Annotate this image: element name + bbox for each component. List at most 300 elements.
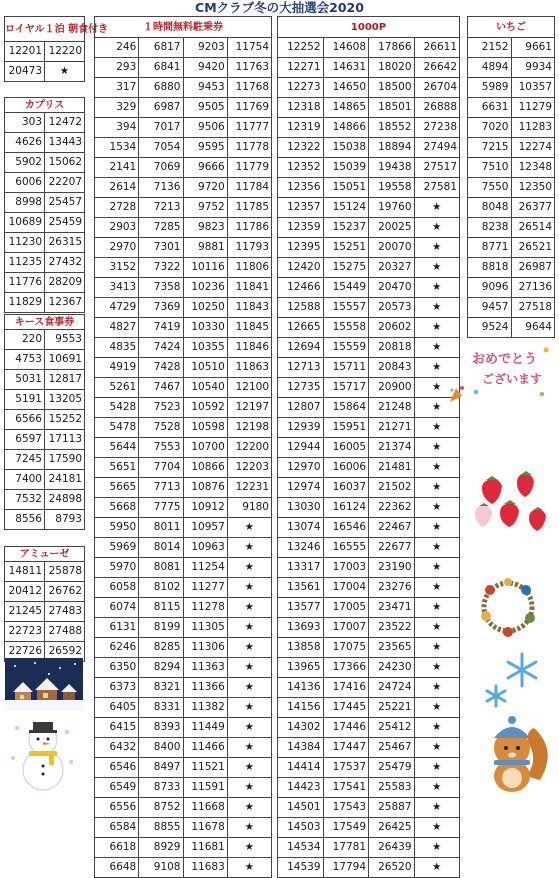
table-row — [5, 622, 85, 642]
star-cell: ★ — [414, 438, 460, 458]
table-row — [5, 113, 85, 133]
ticket-number-cell: 11306 — [183, 638, 227, 658]
ticket-number-cell: 6246 — [95, 638, 139, 658]
star-cell: ★ — [414, 778, 460, 798]
ticket-number-cell: 5970 — [95, 558, 139, 578]
table-row — [95, 818, 272, 838]
table-row — [5, 273, 85, 293]
ticket-number-cell: 7428 — [139, 358, 183, 378]
ticket-number-cell: 17416 — [323, 678, 369, 698]
table-row — [5, 562, 85, 582]
ticket-number-cell: 8929 — [139, 838, 183, 858]
ticket-number-cell: 18894 — [369, 138, 415, 158]
ticket-number-cell: 9505 — [183, 98, 227, 118]
ticket-number-cell: 13693 — [278, 618, 324, 638]
ticket-number-cell: 11230 — [5, 233, 45, 253]
star-cell: ★ — [414, 418, 460, 438]
ticket-number-cell: 10357 — [511, 78, 555, 98]
table-row — [278, 818, 460, 838]
ticket-number-cell: 14539 — [278, 858, 324, 878]
ticket-number-cell: 14423 — [278, 778, 324, 798]
table-row — [95, 778, 272, 798]
ticket-number-cell: 26592 — [45, 642, 85, 662]
ticket-number-cell: 7523 — [139, 398, 183, 418]
table-row — [278, 138, 460, 158]
ticket-number-cell: 8855 — [139, 818, 183, 838]
ticket-number-cell: 11778 — [227, 138, 271, 158]
ticket-number-cell: 394 — [95, 118, 139, 138]
ticket-number-cell: 8752 — [139, 798, 183, 818]
ticket-number-cell: 14156 — [278, 698, 324, 718]
ticket-number-cell: 15864 — [323, 398, 369, 418]
table-row — [278, 198, 460, 218]
table-row — [5, 62, 85, 82]
ticket-number-cell: 12200 — [227, 438, 271, 458]
ticket-number-cell: 15062 — [45, 153, 85, 173]
ticket-number-cell: 13443 — [45, 133, 85, 153]
ticket-number-cell: 22677 — [369, 538, 415, 558]
table-row — [278, 498, 460, 518]
ticket-number-cell: 12970 — [278, 458, 324, 478]
ticket-number-cell: 6549 — [95, 778, 139, 798]
ticket-number-cell: 25887 — [369, 798, 415, 818]
ticket-number-cell: 25583 — [369, 778, 415, 798]
ticket-number-cell: 11779 — [227, 158, 271, 178]
table-row — [5, 390, 85, 410]
ticket-number-cell: 22362 — [369, 498, 415, 518]
congrats-line-2: ございます — [482, 372, 543, 386]
ticket-number-cell: 12357 — [278, 198, 324, 218]
ticket-number-cell: 25459 — [45, 213, 85, 233]
ticket-number-cell: 8014 — [139, 538, 183, 558]
star-cell: ★ — [227, 538, 271, 558]
ticket-number-cell: 12939 — [278, 418, 324, 438]
table-row — [95, 698, 272, 718]
ticket-number-cell: 7510 — [468, 158, 512, 178]
table-row — [5, 350, 85, 370]
star-cell: ★ — [414, 398, 460, 418]
ticket-number-cell: 7213 — [139, 198, 183, 218]
ticket-number-cell: 21245 — [5, 602, 45, 622]
ticket-number-cell: 8321 — [139, 678, 183, 698]
ticket-number-cell: 8115 — [139, 598, 183, 618]
ticket-number-cell: 26514 — [511, 218, 555, 238]
ticket-number-cell: 6880 — [139, 78, 183, 98]
table-row — [278, 258, 460, 278]
table-row — [95, 178, 272, 198]
star-cell: ★ — [227, 578, 271, 598]
ticket-number-cell: 11305 — [183, 618, 227, 638]
ticket-number-cell: 5191 — [5, 390, 45, 410]
table-row — [278, 658, 460, 678]
table-row — [5, 153, 85, 173]
ticket-number-cell: 7017 — [139, 118, 183, 138]
table-row — [278, 278, 460, 298]
star-cell: ★ — [414, 858, 460, 878]
star-cell: ★ — [414, 698, 460, 718]
table-row — [95, 78, 272, 98]
ticket-number-cell: 5668 — [95, 498, 139, 518]
squirrel-illustration — [482, 710, 554, 796]
ticket-number-cell: 25221 — [369, 698, 415, 718]
ticket-number-cell: 26888 — [414, 98, 460, 118]
ticket-number-cell: 9108 — [139, 858, 183, 878]
star-cell: ★ — [45, 62, 85, 82]
ticket-number-cell: 17781 — [323, 838, 369, 858]
ticket-number-cell: 16006 — [323, 458, 369, 478]
ticket-number-cell: 11763 — [227, 58, 271, 78]
table-row — [95, 598, 272, 618]
ticket-number-cell: 8393 — [139, 718, 183, 738]
ticket-number-cell: 6631 — [468, 98, 512, 118]
ticket-number-cell: 5950 — [95, 518, 139, 538]
star-cell: ★ — [414, 658, 460, 678]
ticket-number-cell: 16546 — [323, 518, 369, 538]
ticket-number-cell: 5644 — [95, 438, 139, 458]
ticket-number-cell: 8331 — [139, 698, 183, 718]
ticket-number-cell: 10355 — [183, 338, 227, 358]
ticket-number-cell: 10250 — [183, 298, 227, 318]
table-row — [278, 578, 460, 598]
ticket-number-cell: 7322 — [139, 258, 183, 278]
ticket-number-cell: 7069 — [139, 158, 183, 178]
star-cell: ★ — [227, 798, 271, 818]
star-cell: ★ — [227, 558, 271, 578]
ticket-number-cell: 12352 — [278, 158, 324, 178]
ticket-number-cell: 9096 — [468, 278, 512, 298]
ticket-number-cell: 17549 — [323, 818, 369, 838]
star-cell: ★ — [227, 598, 271, 618]
ticket-number-cell: 14866 — [323, 118, 369, 138]
ticket-number-cell: 6405 — [95, 698, 139, 718]
ticket-number-cell: 7400 — [5, 470, 45, 490]
ticket-number-cell: 11829 — [5, 293, 45, 313]
table-row — [278, 98, 460, 118]
ticket-number-cell: 22467 — [369, 518, 415, 538]
ticket-number-cell: 13561 — [278, 578, 324, 598]
table-row — [5, 602, 85, 622]
table-row — [278, 838, 460, 858]
ticket-number-cell: 16005 — [323, 438, 369, 458]
ticket-number-cell: 14414 — [278, 758, 324, 778]
ticket-number-cell: 11681 — [183, 838, 227, 858]
ticket-number-cell: 19438 — [369, 158, 415, 178]
table-row — [278, 238, 460, 258]
ticket-number-cell: 9203 — [183, 38, 227, 58]
ticket-number-cell: 15237 — [323, 218, 369, 238]
star-cell: ★ — [414, 518, 460, 538]
ticket-number-cell: 9524 — [468, 318, 512, 338]
ticket-number-cell: 25467 — [369, 738, 415, 758]
table-row — [95, 438, 272, 458]
star-cell: ★ — [414, 598, 460, 618]
ticket-number-cell: 11754 — [227, 38, 271, 58]
table-row — [278, 598, 460, 618]
ticket-number-cell: 12322 — [278, 138, 324, 158]
star-cell: ★ — [414, 298, 460, 318]
ticket-number-cell: 20900 — [369, 378, 415, 398]
table-row — [5, 430, 85, 450]
ticket-number-cell: 14608 — [323, 38, 369, 58]
table-row — [278, 778, 460, 798]
ticket-number-cell: 8238 — [468, 218, 512, 238]
ticket-number-cell: 7054 — [139, 138, 183, 158]
ticket-number-cell: 6415 — [95, 718, 139, 738]
ticket-number-cell: 12807 — [278, 398, 324, 418]
ichigo-header: いちご — [468, 17, 555, 38]
ticket-number-cell: 16124 — [323, 498, 369, 518]
table-row — [95, 38, 272, 58]
ticket-number-cell: 9934 — [511, 58, 555, 78]
table-row — [5, 450, 85, 470]
table-row — [468, 218, 555, 238]
ticket-number-cell: 11466 — [183, 738, 227, 758]
ticket-number-cell: 11784 — [227, 178, 271, 198]
table-row — [95, 578, 272, 598]
ichigo-table — [467, 16, 555, 338]
table-row — [95, 558, 272, 578]
ticket-number-cell: 14503 — [278, 818, 324, 838]
star-cell: ★ — [414, 378, 460, 398]
ticket-number-cell: 10866 — [183, 458, 227, 478]
ticket-number-cell: 6841 — [139, 58, 183, 78]
ticket-number-cell: 17075 — [323, 638, 369, 658]
ticket-number-cell: 12359 — [278, 218, 324, 238]
ticket-number-cell: 6373 — [95, 678, 139, 698]
ticket-number-cell: 10700 — [183, 438, 227, 458]
ticket-number-cell: 329 — [95, 98, 139, 118]
table-row — [95, 658, 272, 678]
ticket-number-cell: 11382 — [183, 698, 227, 718]
ticket-number-cell: 13030 — [278, 498, 324, 518]
ticket-number-cell: 8294 — [139, 658, 183, 678]
ticket-number-cell: 2141 — [95, 158, 139, 178]
ticket-number-cell: 8733 — [139, 778, 183, 798]
ticket-number-cell: 7245 — [5, 450, 45, 470]
ticket-number-cell: 5031 — [5, 370, 45, 390]
ticket-number-cell: 11678 — [183, 818, 227, 838]
star-cell: ★ — [227, 838, 271, 858]
table-row — [95, 538, 272, 558]
table-row — [95, 398, 272, 418]
ticket-number-cell: 12350 — [511, 178, 555, 198]
table-row — [278, 298, 460, 318]
table-row — [5, 410, 85, 430]
table-row — [468, 298, 555, 318]
ticket-number-cell: 14631 — [323, 58, 369, 78]
ticket-number-cell: 12274 — [511, 138, 555, 158]
table-row — [95, 838, 272, 858]
table-row — [468, 318, 555, 338]
ticket-number-cell: 17113 — [45, 430, 85, 450]
ticket-number-cell: 293 — [95, 58, 139, 78]
ticket-number-cell: 3413 — [95, 278, 139, 298]
ticket-number-cell: 26377 — [511, 198, 555, 218]
table-row — [278, 418, 460, 438]
ticket-number-cell: 5969 — [95, 538, 139, 558]
ticket-number-cell: 14501 — [278, 798, 324, 818]
ticket-number-cell: 12466 — [278, 278, 324, 298]
table-row — [468, 138, 555, 158]
table-row — [95, 498, 272, 518]
ticket-number-cell: 10510 — [183, 358, 227, 378]
ticket-number-cell: 17537 — [323, 758, 369, 778]
ticket-number-cell: 5989 — [468, 78, 512, 98]
ticket-number-cell: 6350 — [95, 658, 139, 678]
ticket-number-cell: 12271 — [278, 58, 324, 78]
ticket-number-cell: 11863 — [227, 358, 271, 378]
ticket-number-cell: 20412 — [5, 582, 45, 602]
table-row — [278, 178, 460, 198]
ticket-number-cell: 10691 — [45, 350, 85, 370]
ticket-number-cell: 8400 — [139, 738, 183, 758]
ticket-number-cell: 7136 — [139, 178, 183, 198]
table-row — [95, 198, 272, 218]
ticket-number-cell: 28209 — [45, 273, 85, 293]
ticket-number-cell: 12694 — [278, 338, 324, 358]
table-row — [95, 118, 272, 138]
star-cell: ★ — [414, 218, 460, 238]
ticket-number-cell: 15051 — [323, 178, 369, 198]
ticket-number-cell: 18501 — [369, 98, 415, 118]
table-row — [5, 510, 85, 530]
table-row — [468, 98, 555, 118]
table-row — [468, 178, 555, 198]
ticket-number-cell: 4729 — [95, 298, 139, 318]
table-row — [278, 478, 460, 498]
table-row — [278, 338, 460, 358]
ticket-number-cell: 27238 — [414, 118, 460, 138]
table-row — [95, 258, 272, 278]
ticket-number-cell: 14302 — [278, 718, 324, 738]
ticket-number-cell: 7419 — [139, 318, 183, 338]
ticket-number-cell: 12735 — [278, 378, 324, 398]
ticket-number-cell: 10912 — [183, 498, 227, 518]
ticket-number-cell: 8011 — [139, 518, 183, 538]
star-cell: ★ — [414, 318, 460, 338]
ticket-number-cell: 11841 — [227, 278, 271, 298]
ticket-number-cell: 317 — [95, 78, 139, 98]
ticket-number-cell: 11769 — [227, 98, 271, 118]
ticket-number-cell: 11683 — [183, 858, 227, 878]
table-row — [278, 798, 460, 818]
ticket-number-cell: 12252 — [278, 38, 324, 58]
ticket-number-cell: 18020 — [369, 58, 415, 78]
table-row — [278, 558, 460, 578]
ticket-number-cell: 7301 — [139, 238, 183, 258]
table-row — [278, 638, 460, 658]
ticket-number-cell: 7553 — [139, 438, 183, 458]
ticket-number-cell: 9506 — [183, 118, 227, 138]
table-row — [95, 678, 272, 698]
table-row — [95, 238, 272, 258]
ticket-number-cell: 6584 — [95, 818, 139, 838]
ticket-number-cell: 7467 — [139, 378, 183, 398]
table-row — [95, 718, 272, 738]
ticket-number-cell: 26521 — [511, 238, 555, 258]
ticket-number-cell: 8793 — [45, 510, 85, 530]
star-cell: ★ — [227, 758, 271, 778]
ticket-number-cell: 9453 — [183, 78, 227, 98]
ticket-number-cell: 12203 — [227, 458, 271, 478]
ticket-number-cell: 26611 — [414, 38, 460, 58]
ticket-number-cell: 11793 — [227, 238, 271, 258]
ticket-number-cell: 14811 — [5, 562, 45, 582]
ticket-number-cell: 27483 — [45, 602, 85, 622]
ticket-number-cell: 11768 — [227, 78, 271, 98]
table-row — [278, 398, 460, 418]
ticket-number-cell: 20573 — [369, 298, 415, 318]
table-row — [278, 118, 460, 138]
ticket-number-cell: 9666 — [183, 158, 227, 178]
ticket-number-cell: 246 — [95, 38, 139, 58]
ticket-number-cell: 6566 — [5, 410, 45, 430]
ticket-number-cell: 12817 — [45, 370, 85, 390]
snow-village-illustration — [5, 658, 83, 710]
ticket-number-cell: 4753 — [5, 350, 45, 370]
ticket-number-cell: 15558 — [323, 318, 369, 338]
table-row — [95, 458, 272, 478]
ticket-number-cell: 15559 — [323, 338, 369, 358]
ticket-number-cell: 10540 — [183, 378, 227, 398]
ticket-number-cell: 21271 — [369, 418, 415, 438]
ticket-number-cell: 6987 — [139, 98, 183, 118]
ticket-number-cell: 24181 — [45, 470, 85, 490]
ticket-number-cell: 17590 — [45, 450, 85, 470]
wreath-illustration — [472, 572, 544, 642]
ticket-number-cell: 27136 — [511, 278, 555, 298]
ticket-number-cell: 6597 — [5, 430, 45, 450]
ticket-number-cell: 7369 — [139, 298, 183, 318]
ticket-number-cell: 13858 — [278, 638, 324, 658]
ticket-number-cell: 17543 — [323, 798, 369, 818]
ticket-number-cell: 8285 — [139, 638, 183, 658]
table-row — [5, 193, 85, 213]
table-row — [278, 618, 460, 638]
table-row — [5, 42, 85, 62]
ticket-number-cell: 7528 — [139, 418, 183, 438]
ticket-number-cell: 15557 — [323, 298, 369, 318]
bus-header: １時間無料駐乗券 — [95, 17, 272, 38]
ticket-number-cell: 27518 — [511, 298, 555, 318]
ticket-number-cell: 11843 — [227, 298, 271, 318]
ticket-number-cell: 11366 — [183, 678, 227, 698]
ticket-number-cell: 4827 — [95, 318, 139, 338]
ticket-number-cell: 26520 — [369, 858, 415, 878]
star-cell: ★ — [227, 698, 271, 718]
star-cell: ★ — [414, 278, 460, 298]
parking-ticket-table — [94, 16, 272, 878]
ticket-number-cell: 12201 — [5, 42, 45, 62]
ticket-number-cell: 20025 — [369, 218, 415, 238]
ticket-number-cell: 1534 — [95, 138, 139, 158]
ticket-number-cell: 27488 — [45, 622, 85, 642]
star-cell: ★ — [414, 758, 460, 778]
ticket-number-cell: 8081 — [139, 558, 183, 578]
table-row — [468, 278, 555, 298]
table-row — [95, 278, 272, 298]
table-row — [95, 738, 272, 758]
ticket-number-cell: 12231 — [227, 478, 271, 498]
table-row — [95, 378, 272, 398]
table-row — [5, 490, 85, 510]
table-row — [95, 218, 272, 238]
star-cell: ★ — [227, 738, 271, 758]
ticket-number-cell: 23565 — [369, 638, 415, 658]
ticket-number-cell: 6817 — [139, 38, 183, 58]
ticket-number-cell: 9595 — [183, 138, 227, 158]
table-row — [278, 718, 460, 738]
